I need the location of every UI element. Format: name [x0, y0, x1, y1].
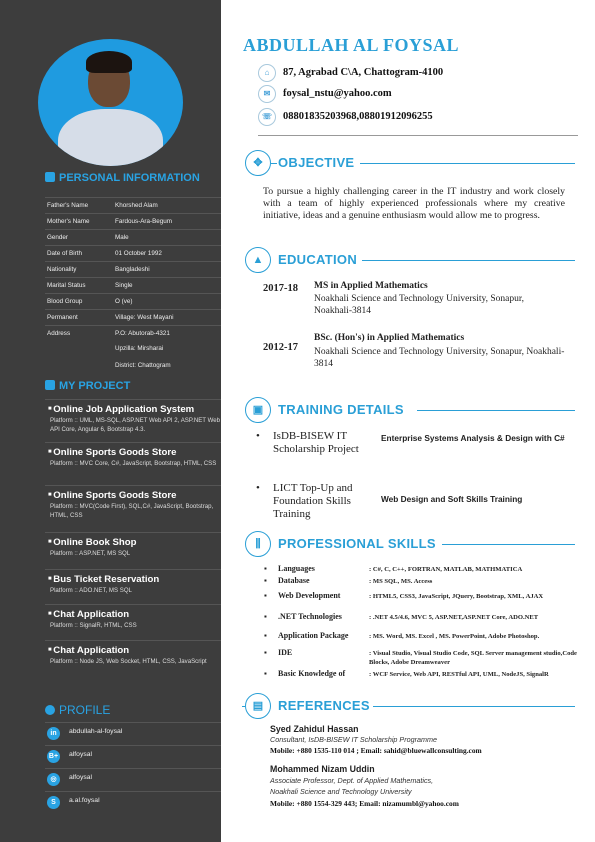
profile-link[interactable] [45, 745, 221, 769]
project-title: ■ Bus Ticket Reservation [48, 574, 221, 585]
project-platform: Platform :: UML, MS-SQL, ASP.NET Web API 2, ASP.NET Web API Core, Angular 6, Bootstrap 4.3. [50, 417, 221, 433]
edu-degree: MS in Applied Mathematics [314, 281, 428, 291]
edu-year: 2017-18 [263, 283, 298, 294]
personal-info-label: Nationality [47, 266, 77, 273]
skills-section-header: ⫼ PROFESSIONAL SKILLS [245, 531, 575, 557]
personal-info-value: P.O: Abutorab-4321 [115, 330, 170, 337]
project-title: ■ Online Job Application System [48, 404, 221, 415]
project-item [45, 640, 221, 667]
sidebar [0, 0, 221, 842]
edu-year: 2012-17 [263, 342, 298, 353]
personal-info-value: Village: West Mayani [115, 314, 174, 321]
project-item [45, 399, 221, 434]
personal-info-row [45, 213, 221, 230]
briefcase-icon: ▣ [245, 397, 271, 423]
phone-icon: ☏ [258, 108, 276, 126]
project-item [45, 604, 221, 631]
training-name: • LICT Top-Up and Foundation Skills Training [273, 482, 373, 521]
edu-degree: BSc. (Hon's) in Applied Mathematics [314, 333, 465, 343]
skill-values: : MS. Word, MS. Excel , MS. PowerPoint, Adobe Photoshop. [369, 633, 540, 640]
project-item [45, 532, 221, 559]
personal-info-row [45, 229, 221, 246]
project-platform: Platform :: MVC Core, C#, JavaScript, Bootstrap, HTML, CSS [50, 460, 217, 467]
profile-link[interactable] [45, 791, 221, 815]
skill-category: ▪ Web Development [278, 591, 340, 600]
reference-name: Syed Zahidul Hassan [270, 724, 359, 734]
personal-info-row [45, 293, 221, 310]
project-item [45, 442, 221, 469]
personal-info-value: Male [115, 234, 129, 241]
personal-info-value: O (ve) [115, 298, 133, 305]
profile-handle: alfoysal [69, 774, 93, 781]
address-district: District: Chattogram [115, 362, 171, 369]
personal-info-label: Permanent [47, 314, 78, 321]
contact-value: 87, Agrabad C\A, Chattogram-4100 [283, 67, 444, 78]
personal-info-row [45, 245, 221, 262]
skype-icon: S [47, 796, 60, 809]
profile-handle: alfoysal [69, 751, 93, 758]
skill-values: : .NET 4.5/4.6, MVC 5, ASP.NET,ASP.NET Core, ADO.NET [369, 614, 539, 621]
training-course: Web Design and Soft Skills Training [381, 494, 523, 504]
profile-handle: abdullah-al-foysal [69, 728, 123, 735]
training-name: • IsDB-BISEW IT Scholarship Project [273, 430, 373, 456]
profile-link[interactable] [45, 722, 221, 746]
target-icon: ✥ [245, 150, 271, 176]
objective-text: To pursue a highly challenging career in the IT industry and work closely with a team of highly experienced professionals where my creative initiative, ideas and a genuine enthusiasm would allow me to progress. [263, 186, 565, 221]
skill-category: ▪ Languages [278, 564, 315, 573]
personal-info-value: Khorshed Alam [115, 202, 158, 209]
project-platform: Platform :: ADO.NET, MS SQL [50, 587, 132, 594]
address-upzilla: Upzilla: Mirsharai [115, 345, 164, 352]
graduation-cap-icon: ▲ [245, 247, 271, 273]
header-divider [258, 135, 578, 136]
personal-info-label: Gender [47, 234, 69, 241]
linkedin-icon: in [47, 727, 60, 740]
personal-info-row [45, 197, 221, 214]
personal-info-row [45, 277, 221, 294]
project-item [45, 485, 221, 520]
personal-info-label: Marital Status [47, 282, 86, 289]
skill-values: : Visual Studio, Visual Studio Code, SQL Server management studio,Code Blocks, Adobe Dreamweaver [369, 650, 577, 666]
project-title: ■ Chat Application [48, 609, 221, 620]
personal-info-row [45, 261, 221, 278]
skills-icon: ⫼ [245, 531, 271, 557]
personal-info-value: Fardous-Ara-Begum [115, 218, 173, 225]
mail-icon: ✉ [258, 85, 276, 103]
project-platform: Platform :: Node JS, Web Socket, HTML, CSS, JavaScript [50, 658, 207, 665]
skill-category: ▪ IDE [278, 648, 292, 657]
skill-values: : WCF Service, Web API, RESTful API, UML, NodeJS, SignalR [369, 671, 549, 678]
reference-contact: Mobile: +880 1535-110 014 ; Email: sahid@bluewallconsulting.com [270, 746, 482, 755]
reference-position: Associate Professor, Dept. of Applied Mathematics, [270, 776, 434, 785]
skill-category: ▪ Basic Knowledge of [278, 669, 345, 678]
dribbble-icon: ◎ [47, 773, 60, 786]
reference-position: Noakhali Science and Technology University [270, 787, 412, 796]
project-item [45, 569, 221, 596]
personal-info-row [45, 309, 221, 326]
personal-info-label: Blood Group [47, 298, 83, 305]
reference-contact: Mobile: +880 1554-329 443; Email: nizamumbl@yahoo.com [270, 799, 459, 808]
profile-link[interactable] [45, 768, 221, 792]
personal-info-row [45, 325, 221, 342]
skill-values: : C#, C, C++, FORTRAN, MATLAB, MATHMATICA [369, 566, 523, 573]
personal-info-label: Father's Name [47, 202, 89, 209]
profile-photo [38, 39, 183, 166]
skill-category: ▪ .NET Technologies [278, 612, 342, 621]
candidate-name: ABDULLAH AL FOYSAL [243, 35, 460, 55]
person-icon [45, 172, 55, 182]
project-platform: Platform :: MVC(Code First), SQL,C#, JavaScript, Bootstrap, HTML, CSS [50, 503, 214, 519]
education-section-header: ▲ EDUCATION [245, 247, 575, 273]
personal-info-heading: PERSONAL INFORMATION [45, 172, 266, 184]
profile-handle: a.al.foysal [69, 797, 100, 804]
skill-values: : HTML5, CSS3, JavaScript, JQuery, Bootstrap, XML, AJAX [369, 593, 544, 600]
edu-school: Noakhali Science and Technology University, Sonapur, Noakhali-3814 [314, 347, 565, 369]
reference-position: Consultant, IsDB-BISEW IT Scholarship Programme [270, 735, 437, 744]
skill-category: ▪ Application Package [278, 631, 348, 640]
project-icon [45, 380, 55, 390]
skill-category: ▪ Database [278, 576, 310, 585]
profile-icon [45, 705, 55, 715]
project-heading: MY PROJECT [45, 380, 266, 392]
training-course: Enterprise Systems Analysis & Design with C# [381, 433, 565, 443]
location-icon: ⌂ [258, 64, 276, 82]
project-platform: Platform :: ASP.NET, MS SQL [50, 550, 131, 557]
contact-value: foysal_nstu@yahoo.com [283, 88, 392, 99]
blogger-icon: B+ [47, 750, 60, 763]
personal-info-label: Mother's Name [47, 218, 90, 225]
personal-info-value: Bangladeshi [115, 266, 150, 273]
edu-school: Noakhali Science and Technology University, Sonapur, Noakhali-3814 [314, 294, 525, 316]
project-title: ■ Online Book Shop [48, 537, 221, 548]
project-title: ■ Online Sports Goods Store [48, 447, 221, 458]
project-title: ■ Chat Application [48, 645, 221, 656]
training-section-header: ▣ TRAINING DETAILS [245, 397, 575, 423]
personal-info-label: Address [47, 330, 71, 337]
project-platform: Platform :: SignalR, HTML, CSS [50, 622, 137, 629]
references-section-header: ▤ REFERENCES [245, 693, 575, 719]
project-title: ■ Online Sports Goods Store [48, 490, 221, 501]
skill-values: : MS SQL, MS. Access [369, 578, 433, 585]
document-icon: ▤ [245, 693, 271, 719]
objective-section-header: ✥ OBJECTIVE [245, 150, 575, 176]
reference-name: Mohammed Nizam Uddin [270, 764, 375, 774]
personal-info-value: Single [115, 282, 133, 289]
personal-info-label: Date of Birth [47, 250, 82, 257]
contact-value: 08801835203968,08801912096255 [283, 111, 433, 122]
profile-heading: PROFILE [45, 703, 266, 717]
personal-info-value: 01 October 1992 [115, 250, 162, 257]
